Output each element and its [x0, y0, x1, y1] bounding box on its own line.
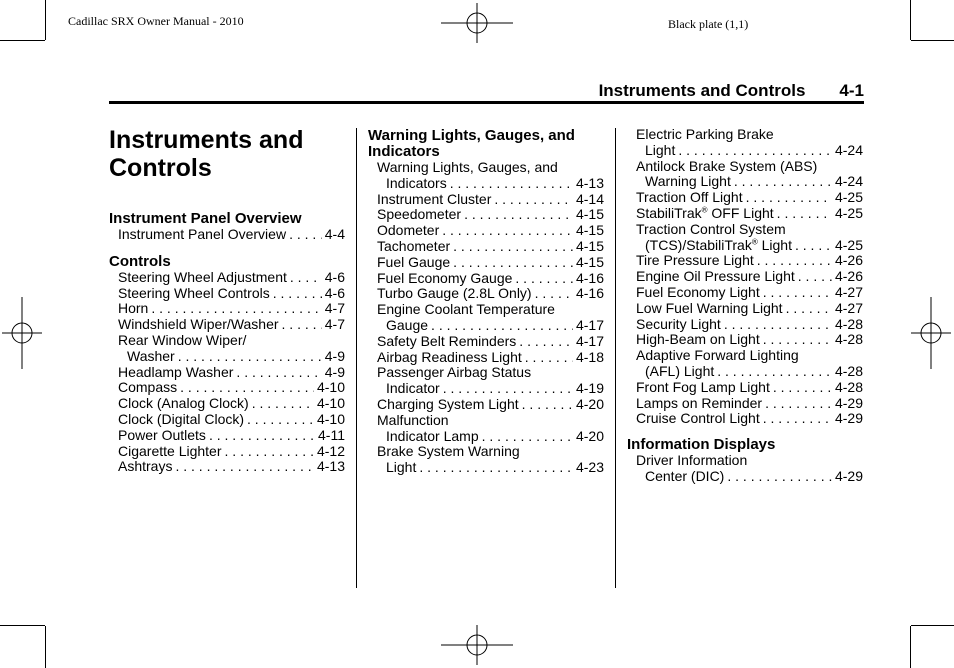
section-title: Instruments and Controls	[598, 81, 806, 100]
manual-name: Cadillac SRX Owner Manual - 2010	[68, 14, 244, 28]
toc-entry[interactable]: Gauge . . . 4-17	[368, 318, 604, 334]
toc-entry[interactable]: Center (DIC) . . . 4-29	[627, 469, 863, 485]
toc-entry[interactable]: Headlamp Washer . . . 4-9	[109, 365, 345, 381]
toc-entry[interactable]: Odometer . . . 4-15	[368, 223, 604, 239]
toc-entry-line: Traction Control System	[636, 220, 786, 237]
toc-entry[interactable]: Speedometer . . . 4-15	[368, 207, 604, 223]
toc-entry[interactable]: (TCS)/StabiliTrak® Light . . . 4-25	[627, 238, 863, 254]
toc-entry-line: Warning Lights, Gauges, and	[377, 159, 558, 175]
toc-entry[interactable]: Windshield Wiper/Washer . . . 4-7	[109, 317, 345, 333]
toc-entry-line: Rear Window Wiper/	[118, 331, 247, 348]
toc-heading: Instrument Panel Overview	[109, 210, 302, 227]
toc-entry[interactable]: Light . . . 4-23	[368, 460, 604, 476]
header-rule	[109, 101, 864, 104]
toc-entry-line: Electric Parking Brake	[636, 126, 774, 142]
toc-entry[interactable]: Light . . . 4-24	[627, 143, 863, 159]
toc-entry[interactable]: Turbo Gauge (2.8L Only) . . . 4-16	[368, 286, 604, 302]
toc-entry[interactable]: Charging System Light . . . 4-20	[368, 397, 604, 413]
toc-entry[interactable]: Horn . . . 4-7	[109, 301, 345, 317]
toc-entry[interactable]: Front Fog Lamp Light . . . 4-28	[627, 380, 863, 396]
toc-entry[interactable]: Indicator Lamp . . . 4-20	[368, 429, 604, 445]
page-number: 4-1	[839, 81, 864, 100]
toc-entry-line: Passenger Airbag Status	[377, 364, 532, 381]
column-divider-2	[615, 128, 616, 588]
toc-entry-line: Brake System Warning	[377, 443, 520, 460]
toc-entry[interactable]: High-Beam on Light . . . 4-28	[627, 332, 863, 348]
toc-entry[interactable]: Safety Belt Reminders . . . 4-17	[368, 334, 604, 350]
toc-entry[interactable]: Power Outlets . . . 4-11	[109, 428, 345, 444]
toc-entry[interactable]: Instrument Cluster . . . 4-14	[368, 192, 604, 208]
toc-entry[interactable]: Cruise Control Light . . . 4-29	[627, 411, 863, 427]
toc-column-3	[627, 127, 863, 485]
toc-entry[interactable]: Instrument Panel Overview . . . 4-4	[109, 227, 345, 243]
toc-entry[interactable]: Compass . . . 4-10	[109, 380, 345, 396]
column-divider-1	[356, 128, 357, 588]
toc-entry[interactable]: (AFL) Light . . . 4-28	[627, 364, 863, 380]
chapter-title: Instruments and Controls	[109, 126, 304, 182]
toc-entry[interactable]: Ashtrays . . . 4-13	[109, 459, 345, 475]
toc-heading: Information Displays	[627, 436, 776, 454]
toc-heading: Controls	[109, 252, 171, 270]
plate-label: Black plate (1,1)	[668, 17, 749, 31]
toc-entry[interactable]: Steering Wheel Controls . . . 4-6	[109, 286, 345, 302]
toc-entry[interactable]: Low Fuel Warning Light . . . 4-27	[627, 301, 863, 317]
running-header	[599, 81, 864, 101]
toc-entry[interactable]: Traction Off Light . . . 4-25	[627, 190, 863, 206]
toc-entry-line: Engine Coolant Temperature	[377, 301, 555, 318]
toc-entry[interactable]: Indicator . . . 4-19	[368, 381, 604, 397]
toc-entry[interactable]: Washer . . . 4-9	[109, 349, 345, 365]
toc-entry[interactable]: Clock (Analog Clock) . . . 4-10	[109, 396, 345, 412]
registered-mark: ®	[751, 236, 758, 246]
toc-entry[interactable]: Fuel Gauge . . . 4-15	[368, 255, 604, 271]
toc-entry-line: Driver Information	[636, 452, 748, 469]
toc-entry[interactable]: Fuel Economy Light . . . 4-27	[627, 285, 863, 301]
toc-entry[interactable]: Airbag Readiness Light . . . 4-18	[368, 350, 604, 366]
toc-entry[interactable]: Lamps on Reminder . . . 4-29	[627, 396, 863, 412]
toc-heading: Warning Lights, Gauges, and Indicators	[368, 127, 575, 160]
toc-entry[interactable]: Steering Wheel Adjustment . . . 4-6	[109, 270, 345, 286]
toc-entry[interactable]: Cigarette Lighter . . . 4-12	[109, 444, 345, 460]
toc-entry-line: Antilock Brake System (ABS)	[636, 157, 818, 174]
registered-mark: ®	[701, 205, 708, 215]
toc-entry-line: Adaptive Forward Lighting	[636, 347, 799, 364]
toc-entry[interactable]: Tire Pressure Light . . . 4-26	[627, 253, 863, 269]
toc-column-1	[109, 211, 345, 475]
toc-entry[interactable]: Tachometer . . . 4-15	[368, 239, 604, 255]
toc-entry[interactable]: Engine Oil Pressure Light . . . 4-26	[627, 269, 863, 285]
toc-entry[interactable]: Fuel Economy Gauge . . . 4-16	[368, 271, 604, 287]
toc-column-2	[368, 128, 604, 476]
toc-entry[interactable]: Warning Light . . . 4-24	[627, 174, 863, 190]
toc-entry[interactable]: Indicators . . . 4-13	[368, 176, 604, 192]
toc-entry[interactable]: Clock (Digital Clock) . . . 4-10	[109, 412, 345, 428]
toc-entry-line: Malfunction	[377, 411, 449, 428]
toc-entry[interactable]: StabiliTrak® OFF Light . . . 4-25	[627, 206, 863, 222]
toc-entry[interactable]: Security Light . . . 4-28	[627, 317, 863, 333]
